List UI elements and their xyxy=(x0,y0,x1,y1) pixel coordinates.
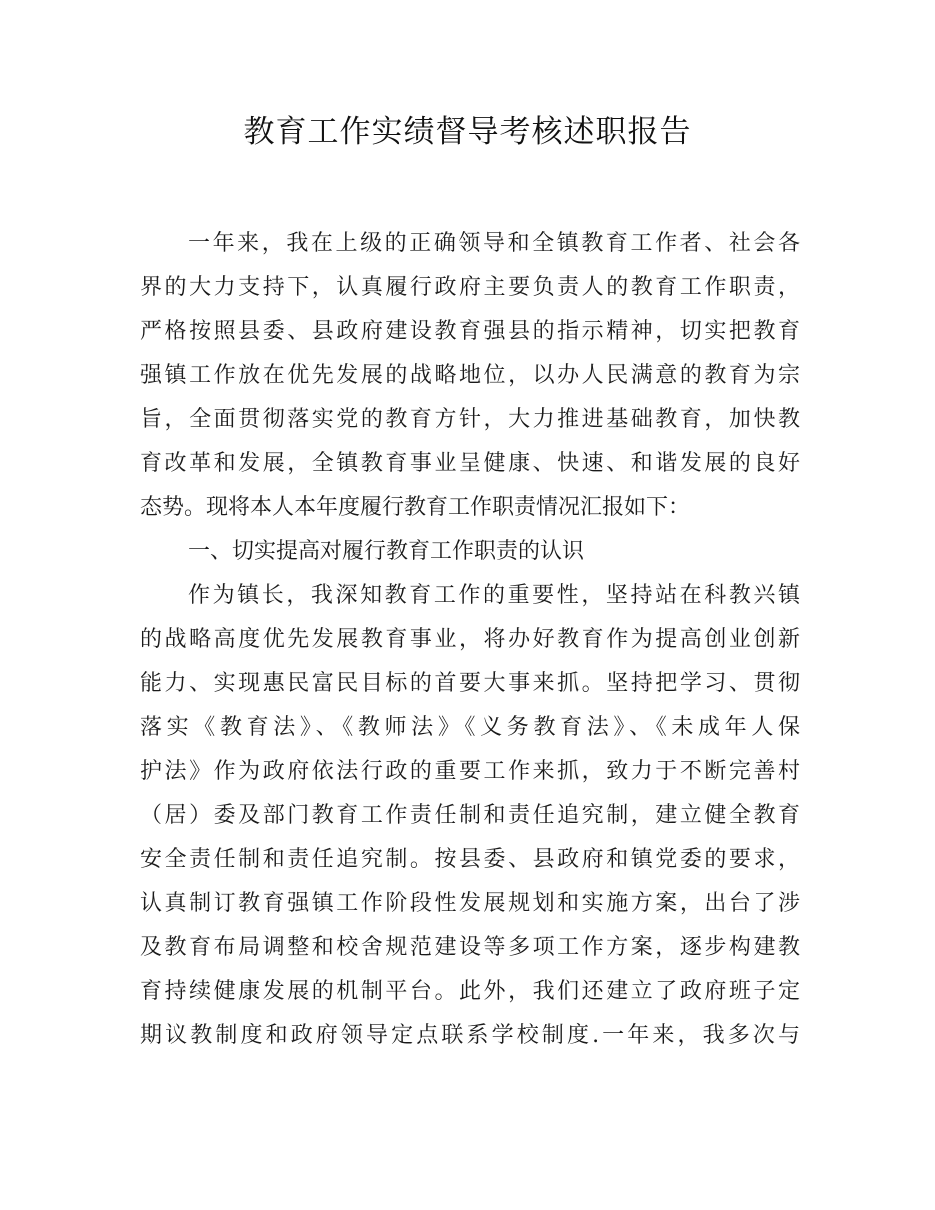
document-title: 教育工作实绩督导考核述职报告 xyxy=(243,114,692,150)
paragraph-line: 界的大力支持下，认真履行政府主要负责人的教育工作职责， xyxy=(140,275,800,300)
paragraph-line: 能力、实现惠民富民目标的首要大事来抓。坚持把学习、贯彻 xyxy=(140,671,800,696)
paragraph-line: 落实《教育法》、《教师法》《义务教育法》、《未成年人保 xyxy=(140,715,800,740)
paragraph-line: 的战略高度优先发展教育事业，将办好教育作为提高创业创新 xyxy=(140,627,800,652)
paragraph-line: 作为镇长，我深知教育工作的重要性，坚持站在科教兴镇 xyxy=(188,583,800,608)
paragraph-line: 强镇工作放在优先发展的战略地位，以办人民满意的教育为宗 xyxy=(140,363,800,388)
paragraph-line: 安全责任制和责任追究制。按县委、县政府和镇党委的要求， xyxy=(140,847,800,872)
paragraph-line: 态势。现将本人本年度履行教育工作职责情况汇报如下： xyxy=(140,495,691,520)
paragraph-line: 期议教制度和政府领导定点联系学校制度.一年来，我多次与 xyxy=(140,1023,800,1048)
paragraph-line: 一年来，我在上级的正确领导和全镇教育工作者、社会各 xyxy=(188,231,800,256)
document-body xyxy=(140,222,800,1058)
paragraph-line: 严格按照县委、县政府建设教育强县的指示精神，切实把教育 xyxy=(140,319,800,344)
paragraph-line: （居）委及部门教育工作责任制和责任追究制，建立健全教育 xyxy=(140,803,800,828)
paragraph-line: 育持续健康发展的机制平台。此外，我们还建立了政府班子定 xyxy=(140,979,800,1004)
paragraph-line: 旨，全面贯彻落实党的教育方针，大力推进基础教育，加快教 xyxy=(140,407,800,432)
paragraph-line: 认真制订教育强镇工作阶段性发展规划和实施方案，出台了涉 xyxy=(140,891,800,916)
paragraph-line: 及教育布局调整和校舍规范建设等多项工作方案，逐步构建教 xyxy=(140,935,800,960)
paragraph-line: 护法》作为政府依法行政的重要工作来抓，致力于不断完善村 xyxy=(140,759,800,784)
section-heading: 一、切实提高对履行教育工作职责的认识 xyxy=(188,539,585,564)
paragraph-line: 育改革和发展，全镇教育事业呈健康、快速、和谐发展的良好 xyxy=(140,451,800,476)
